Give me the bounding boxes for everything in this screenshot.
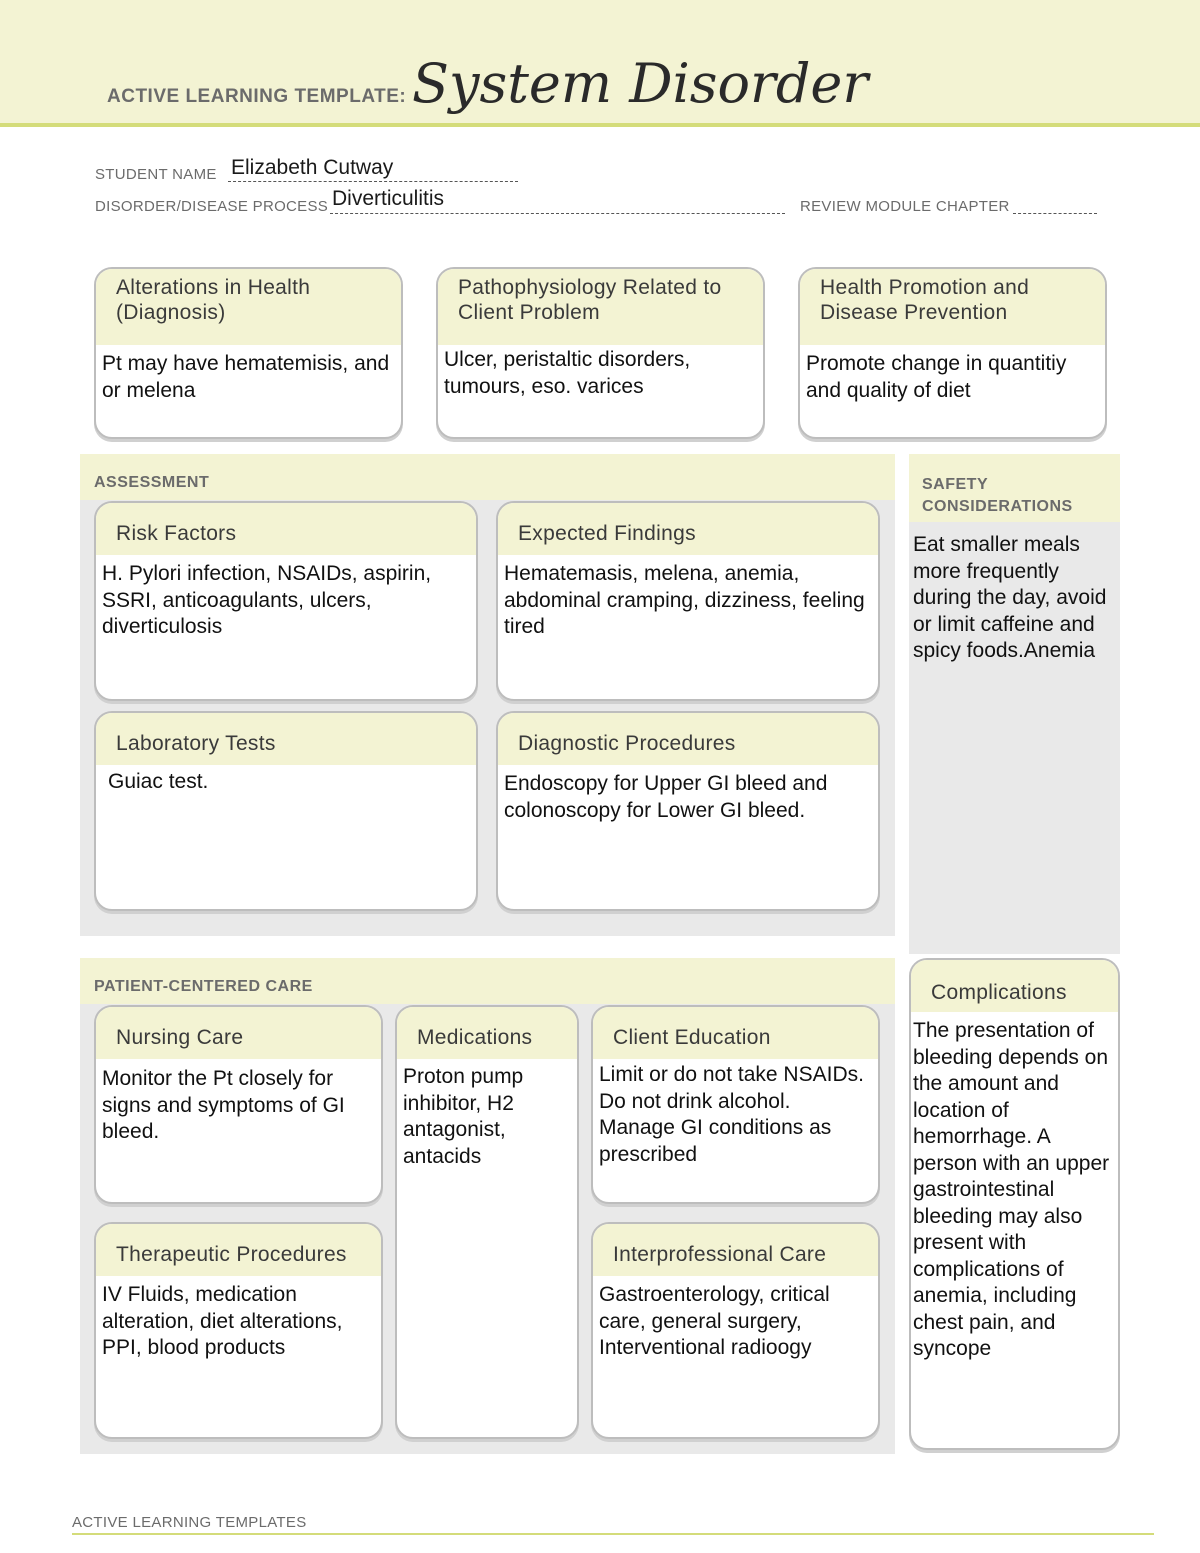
disorder-field[interactable]: Diverticulitis	[332, 187, 445, 210]
header-rule	[0, 123, 1200, 127]
card-health-promotion-body[interactable]: Promote change in quantitiy and quality of diet	[806, 352, 1067, 402]
card-nursing-care-heading: Nursing Care	[96, 1007, 381, 1059]
card-risk-factors-heading: Risk Factors	[96, 503, 476, 555]
card-expected-findings-heading: Expected Findings	[498, 503, 878, 555]
card-risk-factors-body[interactable]: H. Pylori infection, NSAIDs, aspirin, SSRI, anticoagulants, ulcers, diverticulosis	[102, 562, 432, 638]
card-therapeutic-procedures-body[interactable]: IV Fluids, medication alteration, diet alterations, PPI, blood products	[102, 1283, 343, 1359]
card-health-promotion	[798, 267, 1107, 439]
card-pathophysiology	[436, 267, 765, 439]
card-diagnostic-procedures-body[interactable]: Endoscopy for Upper GI bleed and colonoscopy for Lower GI bleed.	[504, 772, 828, 822]
card-complications-heading: Complications	[911, 960, 1118, 1012]
footer-label: ACTIVE LEARNING TEMPLATES	[72, 1514, 307, 1531]
disorder-underline	[330, 213, 785, 214]
card-diagnostic-procedures-heading: Diagnostic Procedures	[498, 713, 878, 765]
card-risk-factors	[94, 501, 478, 701]
template-label: ACTIVE LEARNING TEMPLATE:	[107, 86, 407, 107]
card-medications-heading: Medications	[397, 1007, 577, 1059]
card-laboratory-tests	[94, 711, 478, 911]
template-title: System Disorder	[412, 52, 869, 115]
card-medications-body[interactable]: Proton pump inhibitor, H2 antagonist, antacids	[403, 1065, 524, 1168]
card-client-education	[591, 1005, 880, 1204]
card-pathophysiology-body[interactable]: Ulcer, peristaltic disorders, tumours, eso. varices	[444, 348, 691, 398]
safety-body[interactable]: Eat smaller meals more frequently during the day, avoid or limit caffeine and spicy foods.Anemia	[913, 533, 1107, 662]
card-laboratory-tests-body[interactable]: Guiac test.	[108, 770, 209, 793]
card-complications	[909, 958, 1120, 1450]
card-complications-body[interactable]: The presentation of bleeding depends on the amount and location of hemorrhage. A person with an upper gastrointestinal bleeding may also present with complications of anemia, including chest pain, and syncope	[913, 1019, 1110, 1360]
assessment-label: ASSESSMENT	[94, 474, 210, 491]
card-interprofessional-care-body[interactable]: Gastroenterology, critical care, general surgery, Interventional radioogy	[599, 1283, 830, 1359]
safety-section	[909, 454, 1120, 954]
student-name-underline	[228, 181, 518, 182]
card-medications	[395, 1005, 579, 1439]
card-therapeutic-procedures-heading: Therapeutic Procedures	[96, 1224, 381, 1276]
student-name-label: STUDENT NAME	[95, 166, 217, 183]
card-alterations-body[interactable]: Pt may have hematemisis, and or melena	[102, 352, 390, 402]
card-therapeutic-procedures	[94, 1222, 383, 1439]
card-interprofessional-care	[591, 1222, 880, 1439]
card-diagnostic-procedures	[496, 711, 880, 911]
student-name-field[interactable]: Elizabeth Cutway	[231, 156, 394, 179]
review-module-underline	[1013, 213, 1097, 214]
card-expected-findings-body[interactable]: Hematemasis, melena, anemia, abdominal cramping, dizziness, feeling tired	[504, 562, 865, 638]
card-health-promotion-heading: Health Promotion and Disease Prevention	[800, 269, 1105, 345]
card-nursing-care	[94, 1005, 383, 1204]
footer-rule	[72, 1533, 1154, 1535]
card-alterations	[94, 267, 403, 439]
card-client-education-body[interactable]: Limit or do not take NSAIDs. Do not drink alcohol. Manage GI conditions as prescribed	[599, 1063, 864, 1166]
card-expected-findings	[496, 501, 880, 701]
card-alterations-heading: Alterations in Health (Diagnosis)	[96, 269, 401, 345]
card-laboratory-tests-heading: Laboratory Tests	[96, 713, 476, 765]
card-client-education-heading: Client Education	[593, 1007, 878, 1059]
card-interprofessional-care-heading: Interprofessional Care	[593, 1224, 878, 1276]
patient-care-label: PATIENT-CENTERED CARE	[94, 978, 313, 995]
safety-label: SAFETY CONSIDERATIONS	[922, 476, 1073, 515]
card-nursing-care-body[interactable]: Monitor the Pt closely for signs and symptoms of GI bleed.	[102, 1067, 345, 1143]
disorder-label: DISORDER/DISEASE PROCESS	[95, 198, 329, 215]
review-module-label: REVIEW MODULE CHAPTER	[800, 198, 1010, 215]
card-pathophysiology-heading: Pathophysiology Related to Client Problem	[438, 269, 763, 345]
